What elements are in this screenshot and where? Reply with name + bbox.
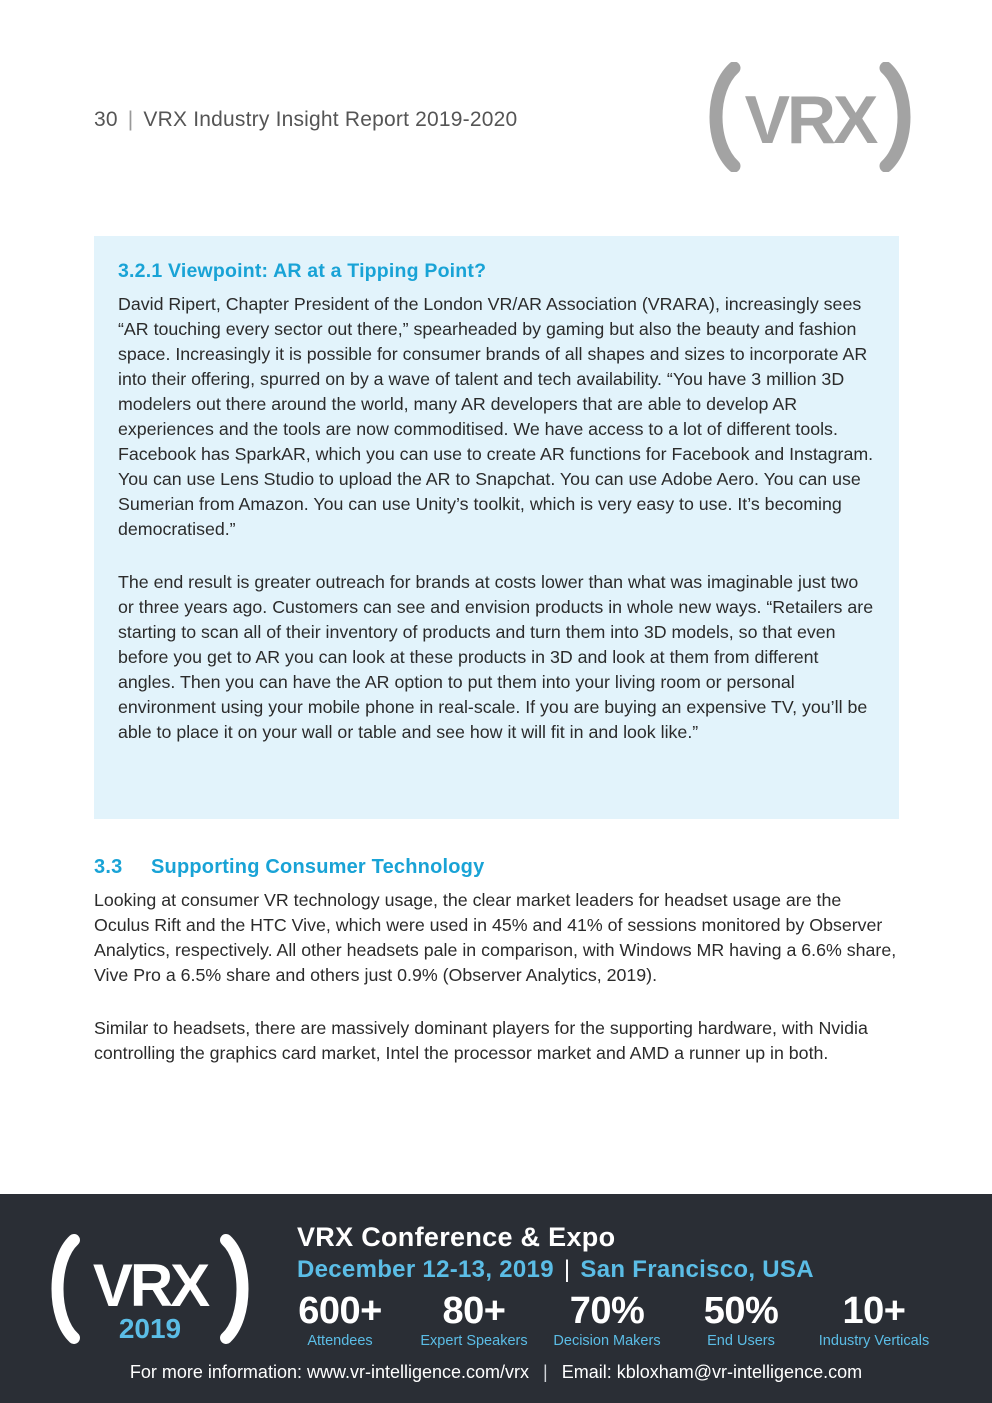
callout-paragraph: David Ripert, Chapter President of the London VR/AR Association (VRARA), increasingly sees “AR touching every sector out there,” spearheaded by gaming but also the beauty and fashion space. Increasingly it is possible for consumer brands of all shapes and sizes to incorporate AR into their offering, spurred on by a wave of talent and tech availability. “You have 3 million 3D modelers out there around the world, many AR developers that are able to develop AR experiences and the tools are now commoditised. We have access to a lot of different tools. Facebook has SparkAR, which you can use to create AR functions for Facebook and Instagram. You can use Lens Studio to upload the AR to Snapchat. You can use Adobe Aero. You can use Sumerian from Amazon. You can use Unity’s toolkit, which is very easy to use. It’s becoming democratised.” [118,294,874,539]
stat-end-users [671,1290,811,1349]
logo-wordmark: VRX [92,1252,208,1319]
logo-wordmark: VRX [744,82,876,158]
vrx-2019-logo [50,1234,250,1344]
section-heading [94,856,899,879]
stat-label: Industry Verticals [818,1333,930,1349]
header-separator: | [127,108,134,131]
info-email-link[interactable]: Email: kbloxham@vr-intelligence.com [561,1362,863,1382]
callout-paragraph: The end result is greater outreach for brands at costs lower than what was imaginable just two or three years ago. Customers can see and envision products in whole new ways. “Retailers are starting to scan all of their inventory of products and turn them into 3D models, so that even before you get to AR you can look at these products in 3D and look at them from different angles. Then you can have the AR option to put them into your living room or personal environment using your mobile phone in real-scale. If you are buying an expensive TV, you’ll be able to place it on your wall or table and see how it will fit in and look like.” [118,572,874,742]
stat-label: End Users [707,1333,775,1349]
date-separator: | [563,1256,571,1283]
section-title: Supporting Consumer Technology [151,856,485,878]
info-separator: | [543,1362,548,1382]
vrx-logo [704,62,916,172]
conference-date-location [297,1256,814,1284]
report-title: VRX Industry Insight Report 2019-2020 [143,108,518,131]
section-number: 3.3 [94,856,123,878]
conference-banner [0,1194,992,1403]
conference-title: VRX Conference & Expo [297,1222,616,1252]
running-header [94,108,517,132]
stat-industry-verticals [804,1290,944,1349]
stat-label: Attendees [307,1333,373,1349]
stat-attendees [270,1290,410,1349]
section-paragraph: Similar to headsets, there are massively dominant players for the supporting hardware, with Nvidia controlling the graphics card market, Intel the processor market and AMD a runner up in both. [94,1018,868,1063]
contact-info [0,1362,992,1383]
stat-label: Decision Makers [553,1333,661,1349]
callout-heading: 3.2.1 Viewpoint: AR at a Tipping Point? [118,260,487,282]
page-number: 30 [94,108,118,131]
stat-value: 70% [569,1290,645,1332]
stat-label: Expert Speakers [420,1333,528,1349]
stat-value: 10+ [842,1290,906,1332]
stat-value: 600+ [298,1290,382,1332]
info-url-link[interactable]: For more information: www.vr-intelligence.com/vrx [129,1362,530,1382]
conference-location: San Francisco, USA [580,1256,814,1283]
viewpoint-callout [94,236,899,819]
stat-speakers [404,1290,544,1349]
stat-value: 80+ [442,1290,506,1332]
section-consumer-technology [94,856,899,1066]
conference-dates: December 12-13, 2019 [297,1256,554,1283]
logo-year: 2019 [118,1313,182,1344]
stat-value: 50% [703,1290,779,1332]
stat-decision-makers [537,1290,677,1349]
section-paragraph: Looking at consumer VR technology usage, the clear market leaders for headset usage are the Oculus Rift and the HTC Vive, which were used in 45% and 41% of sessions monitored by Observer Analytics, respectively. All other headsets pale in comparison, with Windows MR having a 6.6% share, Vive Pro a 6.5% share and others just 0.9% (Observer Analytics, 2019). [94,890,897,985]
